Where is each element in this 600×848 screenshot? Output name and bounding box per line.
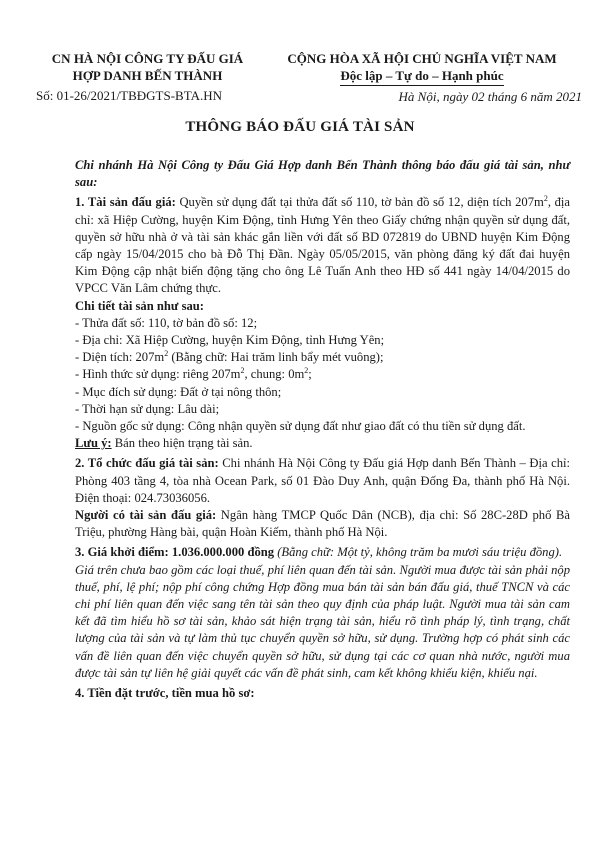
document-number: Số: 01-26/2021/TBĐGTS-BTA.HN (36, 88, 223, 103)
section-3-starting-price (75, 544, 570, 561)
detail-usage-form-sup1: 2 (240, 366, 245, 376)
detail-usage-form-a: - Hình thức sử dụng: riêng 207m (75, 367, 241, 382)
issuer-name-line2: HỢP DANH BẾN THÀNH (72, 68, 223, 83)
section-3-words: (Bằng chữ: Một tỷ, không trăm ba mươi sáu triệu đồng). (274, 545, 563, 560)
detail-usage-form-b: , chung: 0m (244, 367, 305, 382)
document-date: Hà Nội, ngày 02 tháng 6 năm 2021 (398, 89, 582, 104)
note-label: Lưu ý: (75, 436, 112, 451)
detail-usage-form-sup2: 2 (304, 366, 309, 376)
republic-name: CỘNG HÒA XÃ HỘI CHỦ NGHĨA VIỆT NAM (287, 51, 557, 66)
asset-owner-text: Ngân hàng TMCP Quốc Dân (NCB), địa chỉ: Số 28C-28D phố Bà Triệu, phường Hàng bài, quận Hoàn Kiếm, thành phố Hà Nội. (75, 508, 570, 540)
detail-address: - Địa chỉ: Xã Hiệp Cường, huyện Kim Động, tỉnh Hưng Yên; (75, 333, 385, 348)
detail-origin: - Nguồn gốc sử dụng: Công nhận quyền sử dụng đất như giao đất có thu tiền sử dụng đất. (75, 419, 526, 434)
note-text: Bán theo hiện trạng tài sản. (111, 436, 253, 451)
asset-owner-label: Người có tài sản đấu giá: (75, 508, 217, 523)
section-3-note: Giá trên chưa bao gồm các loại thuế, phí liên quan đến tài sản. Người mua được tài sản phải nộp thuế, phí, lệ phí; nộp phí công chứng Hợp đồng mua bán tài sản bán đấu giá, thuế TNCN và các chi phí liên quan đến việc sang tên tài sản theo quy định của pháp luật. Người mua tài sản cam kết đã tìm hiểu hồ sơ tài sản, khảo sát hiện trạng tài sản, hiểu rõ tình pháp lý, tình trạng, chất lượng của tài sản và tự làm thủ tục chuyển quyền sở hữu, sử dụng. Trường hợp có phát sinh các vấn đề liên quan đến việc chuyển quyền sở hữu, sử dụng tại các cơ quan nhà nước, người mua được tài sản tự liên hệ giải quyết các vấn đề phát sinh, cam kết không khiếu kiện, khiếu nại. (75, 562, 570, 680)
national-heading (262, 50, 582, 105)
detail-area-sup: 2 (164, 349, 169, 359)
note-line (75, 435, 570, 452)
detail-duration: - Thời hạn sử dụng: Lâu dài; (75, 401, 220, 416)
section-2-text: Chi nhánh Hà Nội Công ty Đấu giá Hợp danh Bến Thành – Địa chỉ: Phòng 403 tầng 4, tòa nhà Ocean Park, số 01 Đào Duy Anh, quận Đống Đa, thành phố Hà Nội. Điện thoại: 024.73036056. (75, 456, 570, 505)
detail-parcel: - Thửa đất số: 110, tờ bản đồ số: 12; (75, 315, 258, 330)
details-heading: Chi tiết tài sản như sau: (75, 298, 204, 313)
detail-area-a: - Diện tích: 207m (75, 350, 165, 365)
intro-paragraph: Chi nhánh Hà Nội Công ty Đấu Giá Hợp danh Bến Thành thông báo đấu giá tài sản, như sau: (75, 158, 570, 190)
section-1-text-b: , địa chỉ: xã Hiệp Cường, huyện Kim Động, tỉnh Hưng Yên theo Giấy chứng nhận quyền sử dụng đất, quyền sở hữu nhà ở và tài sản khác gắn liền với đất số BD 072819 do UBND huyện Kim Động cấp ngày 15/04/2015 cho bà Đỗ Thị Đần. Ngày 05/05/2015, văn phòng đăng ký đất đai huyện Kim Động cập nhật biến động tặng cho ông Lê Tuấn Anh theo HĐ số 441 ngày 14/04/2015 do VPCC Văn Lâm chứng thực. (75, 195, 570, 296)
issuer-name-line1: CN HÀ NỘI CÔNG TY ĐẤU GIÁ (51, 51, 244, 66)
issuer-block (36, 50, 255, 104)
section-3-label: 3. Giá khởi điểm: 1.036.000.000 đồng (75, 545, 275, 560)
detail-usage-form-c: ; (308, 367, 312, 382)
section-1-text-a: Quyền sử dụng đất tại thửa đất số 110, tờ bản đồ số 12, diện tích 207m (175, 195, 544, 210)
asset-owner (75, 507, 570, 541)
detail-purpose: - Mục đích sử dụng: Đất ở tại nông thôn; (75, 384, 282, 399)
document-body (75, 157, 570, 702)
section-2-organizer (75, 455, 570, 507)
section-1-asset (75, 194, 570, 297)
national-motto: Độc lập – Tự do – Hạnh phúc (340, 67, 503, 86)
document-title: THÔNG BÁO ĐẤU GIÁ TÀI SẢN (185, 119, 415, 135)
detail-area-b: (Bằng chữ: Hai trăm linh bẩy mét vuông); (168, 350, 384, 365)
section-1-label: 1. Tài sản đấu giá: (75, 195, 176, 210)
detail-area (75, 349, 570, 366)
section-1-sup: 2 (543, 194, 548, 204)
section-2-label: 2. Tổ chức đấu giá tài sản: (75, 456, 219, 471)
detail-usage-form (75, 366, 570, 383)
section-4-deposit: 4. Tiền đặt trước, tiền mua hồ sơ: (75, 686, 255, 701)
